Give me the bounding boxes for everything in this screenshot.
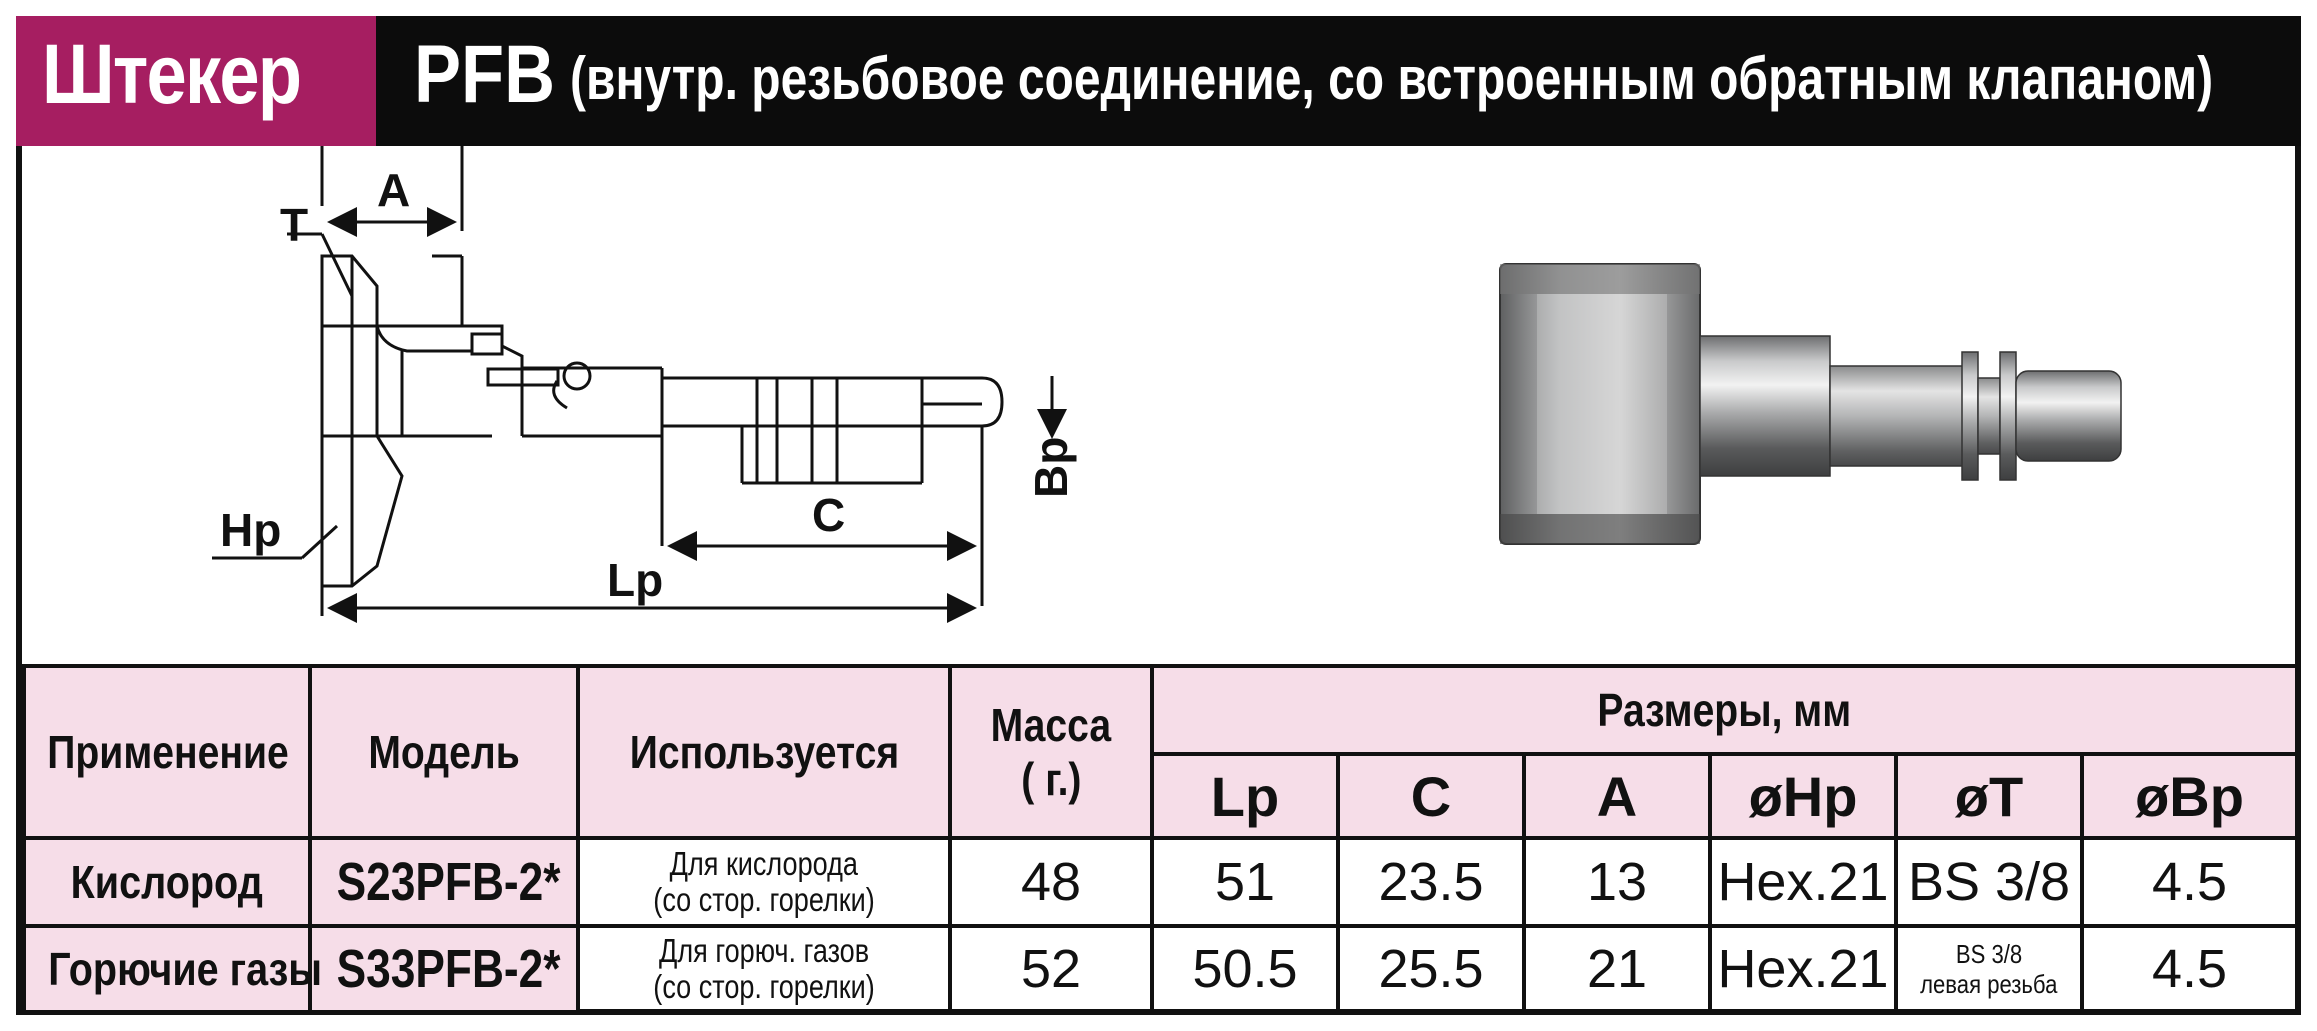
lp-cell: 50.5 [1152,926,1338,1012]
used-cell: Для кислорода (со стор. горелки) [578,838,950,926]
t-cell: BS 3/8 [1896,838,2082,926]
label-bp: Bp [1025,436,1077,498]
table-row [24,926,2297,1012]
col-hp-header: øHp [1710,754,1896,838]
label-t: T [280,199,309,251]
specification-table [22,664,2299,1014]
model-name: PFB [414,29,556,120]
lp-cell: 51 [1152,838,1338,926]
label-a: A [377,164,411,216]
page-title: Штекер [42,27,301,121]
a-cell: 13 [1524,838,1710,926]
application-cell: Кислород [24,838,310,926]
product-photo [1500,264,2121,544]
t-cell: BS 3/8 левая резьба [1896,926,2082,1012]
mass-cell: 48 [950,838,1152,926]
col-mass-header: Масса ( г.) [950,666,1152,838]
bp-cell: 4.5 [2082,838,2297,926]
product-illustration [22,146,2295,664]
col-a-header: A [1524,754,1710,838]
technical-drawing [212,146,1052,616]
mass-cell: 52 [950,926,1152,1012]
model-description: (внутр. резьбовое соединение, со встроенным обратным клапаном) [570,45,2214,112]
c-cell: 25.5 [1338,926,1524,1012]
c-cell: 23.5 [1338,838,1524,926]
col-application-header: Применение [24,666,310,838]
a-cell: 21 [1524,926,1710,1012]
label-c: C [812,489,846,541]
table-row [24,838,2297,926]
col-model-header: Модель [310,666,578,838]
used-cell: Для горюч. газов (со стор. горелки) [578,926,950,1012]
label-lp: Lp [607,554,664,606]
application-cell: Горючие газы [24,926,310,1012]
col-t-header: øT [1896,754,2082,838]
hp-cell: Hex.21 [1710,838,1896,926]
model-cell: S23PFB-2* [310,838,578,926]
model-cell: S33PFB-2* [310,926,578,1012]
hp-cell: Hex.21 [1710,926,1896,1012]
col-c-header: C [1338,754,1524,838]
col-lp-header: Lp [1152,754,1338,838]
col-dimensions-header: Размеры, мм [1152,666,2297,754]
label-hp: Hp [220,504,282,556]
col-used-header: Используется [578,666,950,838]
bp-cell: 4.5 [2082,926,2297,1012]
col-bp-header: øBp [2082,754,2297,838]
